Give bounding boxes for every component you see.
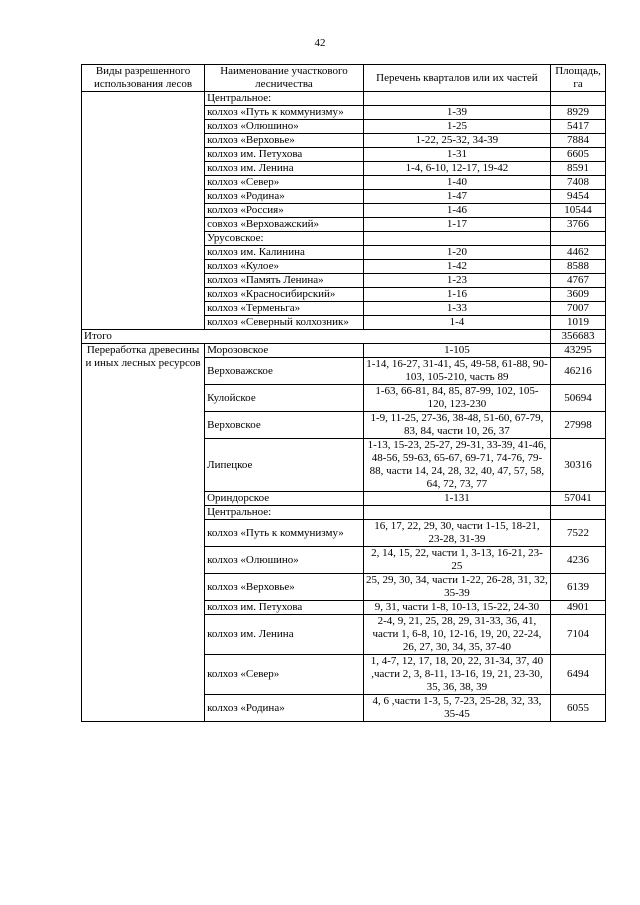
table-row <box>82 92 606 106</box>
forestry-name-cell: колхоз «Верховье» <box>205 574 364 601</box>
area-cell: 1019 <box>551 316 606 330</box>
forestry-name-cell: Урусовское: <box>205 232 364 246</box>
quarters-cell: 25, 29, 30, 34, части 1-22, 26-28, 31, 32, 35-39 <box>363 574 550 601</box>
quarters-cell: 1-39 <box>363 106 550 120</box>
forestry-name-cell: колхоз «Кулое» <box>205 260 364 274</box>
quarters-cell <box>363 92 550 106</box>
area-cell: 7408 <box>551 176 606 190</box>
quarters-cell: 1-31 <box>363 148 550 162</box>
forestry-name-cell: колхоз «Путь к коммунизму» <box>205 106 364 120</box>
area-cell: 27998 <box>551 412 606 439</box>
quarters-cell: 1-9, 11-25, 27-36, 38-48, 51-60, 67-79, 83, 84, части 10, 26, 37 <box>363 412 550 439</box>
forestry-name-cell: Верховское <box>205 412 364 439</box>
total-row <box>82 330 606 344</box>
page-number: 42 <box>314 37 326 49</box>
quarters-cell: 1-131 <box>363 492 550 506</box>
forestry-name-cell: колхоз им. Калинина <box>205 246 364 260</box>
quarters-cell <box>363 506 550 520</box>
table-header-row <box>82 65 606 92</box>
area-cell: 3766 <box>551 218 606 232</box>
forestry-name-cell: колхоз «Путь к коммунизму» <box>205 520 364 547</box>
section1-body <box>82 92 606 330</box>
forestry-name-cell: колхоз «Олюшино» <box>205 547 364 574</box>
forestry-name-cell: колхоз «Родина» <box>205 695 364 722</box>
area-cell: 50694 <box>551 385 606 412</box>
forestry-name-cell: Центральное: <box>205 92 364 106</box>
quarters-cell <box>363 232 550 246</box>
header-area: Площадь, га <box>551 65 606 92</box>
quarters-cell: 1-4, 6-10, 12-17, 19-42 <box>363 162 550 176</box>
quarters-cell: 2, 14, 15, 22, части 1, 3-13, 16-21, 23-25 <box>363 547 550 574</box>
quarters-cell: 1-47 <box>363 190 550 204</box>
quarters-cell: 1-42 <box>363 260 550 274</box>
header-use-type: Виды разрешенного использования лесов <box>82 65 205 92</box>
quarters-cell: 1-14, 16-27, 31-41, 45, 49-58, 61-88, 90-103, 105-210, часть 89 <box>363 358 550 385</box>
total-area: 356683 <box>551 330 606 344</box>
forest-use-table <box>81 64 606 722</box>
forestry-name-cell: Морозовское <box>205 344 364 358</box>
forestry-name-cell: колхоз «Терменьга» <box>205 302 364 316</box>
forestry-name-cell: Кулойское <box>205 385 364 412</box>
quarters-cell: 1-23 <box>363 274 550 288</box>
forestry-name-cell: Липецкое <box>205 439 364 492</box>
quarters-cell: 1-17 <box>363 218 550 232</box>
forestry-name-cell: колхоз им. Ленина <box>205 162 364 176</box>
quarters-cell: 1-40 <box>363 176 550 190</box>
forestry-name-cell: Верховажское <box>205 358 364 385</box>
area-cell: 7104 <box>551 615 606 655</box>
quarters-cell: 1-25 <box>363 120 550 134</box>
quarters-cell: 1-22, 25-32, 34-39 <box>363 134 550 148</box>
quarters-cell: 9, 31, части 1-8, 10-13, 15-22, 24-30 <box>363 601 550 615</box>
quarters-cell: 4, 6 ,части 1-3, 5, 7-23, 25-28, 32, 33, 35-45 <box>363 695 550 722</box>
total-label: Итого <box>82 330 551 344</box>
forestry-name-cell: колхоз им. Ленина <box>205 615 364 655</box>
area-cell: 9454 <box>551 190 606 204</box>
forestry-name-cell: колхоз им. Петухова <box>205 601 364 615</box>
area-cell: 4462 <box>551 246 606 260</box>
use-type-cell: Переработка древесины и иных лесных ресурсов <box>82 344 205 722</box>
forestry-name-cell: колхоз «Север» <box>205 655 364 695</box>
forestry-name-cell: колхоз «Северный колхозник» <box>205 316 364 330</box>
use-type-cell-empty <box>82 92 205 330</box>
quarters-cell: 1-33 <box>363 302 550 316</box>
forestry-name-cell: Центральное: <box>205 506 364 520</box>
area-cell: 6494 <box>551 655 606 695</box>
quarters-cell: 1-105 <box>363 344 550 358</box>
forestry-name-cell: Ориндорское <box>205 492 364 506</box>
forestry-name-cell: колхоз «Север» <box>205 176 364 190</box>
quarters-cell: 1-4 <box>363 316 550 330</box>
forestry-name-cell: колхоз «Родина» <box>205 190 364 204</box>
area-cell: 7884 <box>551 134 606 148</box>
area-cell: 6139 <box>551 574 606 601</box>
table-row <box>82 344 606 358</box>
area-cell: 4767 <box>551 274 606 288</box>
area-cell <box>551 506 606 520</box>
total-body <box>82 330 606 344</box>
area-cell: 43295 <box>551 344 606 358</box>
forestry-name-cell: колхоз «Память Ленина» <box>205 274 364 288</box>
area-cell: 10544 <box>551 204 606 218</box>
area-cell: 8588 <box>551 260 606 274</box>
area-cell: 46216 <box>551 358 606 385</box>
area-cell: 5417 <box>551 120 606 134</box>
area-cell <box>551 232 606 246</box>
forestry-name-cell: совхоз «Верховажский» <box>205 218 364 232</box>
forestry-name-cell: колхоз «Олюшино» <box>205 120 364 134</box>
quarters-cell: 1-63, 66-81, 84, 85, 87-99, 102, 105-120, 123-230 <box>363 385 550 412</box>
quarters-cell: 1-16 <box>363 288 550 302</box>
forestry-name-cell: колхоз им. Петухова <box>205 148 364 162</box>
area-cell: 7007 <box>551 302 606 316</box>
forestry-name-cell: колхоз «Красносибирский» <box>205 288 364 302</box>
area-cell: 8929 <box>551 106 606 120</box>
quarters-cell: 16, 17, 22, 29, 30, части 1-15, 18-21, 23-28, 31-39 <box>363 520 550 547</box>
quarters-cell: 1-13, 15-23, 25-27, 29-31, 33-39, 41-46, 48-56, 59-63, 65-67, 69-71, 74-76, 79-88, части 14, 24, 28, 32, 40, 47, 57, 58, 64, 72, 73, 77 <box>363 439 550 492</box>
area-cell: 6605 <box>551 148 606 162</box>
area-cell: 3609 <box>551 288 606 302</box>
area-cell: 4236 <box>551 547 606 574</box>
header-forestry-name: Наименование участкового лесничества <box>205 65 364 92</box>
area-cell: 6055 <box>551 695 606 722</box>
forestry-name-cell: колхоз «Верховье» <box>205 134 364 148</box>
area-cell: 8591 <box>551 162 606 176</box>
quarters-cell: 1-46 <box>363 204 550 218</box>
area-cell: 57041 <box>551 492 606 506</box>
section2-body <box>82 344 606 722</box>
quarters-cell: 1-20 <box>363 246 550 260</box>
area-cell: 4901 <box>551 601 606 615</box>
area-cell: 30316 <box>551 439 606 492</box>
quarters-cell: 1, 4-7, 12, 17, 18, 20, 22, 31-34, 37, 40 ,части 2, 3, 8-11, 13-16, 19, 21, 23-30, 35, 36, 38, 39 <box>363 655 550 695</box>
header-quarters: Перечень кварталов или их частей <box>363 65 550 92</box>
quarters-cell: 2-4, 9, 21, 25, 28, 29, 31-33, 36, 41, части 1, 6-8, 10, 12-16, 19, 20, 22-24, 26, 27, 30, 34, 35, 37-40 <box>363 615 550 655</box>
area-cell <box>551 92 606 106</box>
forestry-name-cell: колхоз «Россия» <box>205 204 364 218</box>
area-cell: 7522 <box>551 520 606 547</box>
